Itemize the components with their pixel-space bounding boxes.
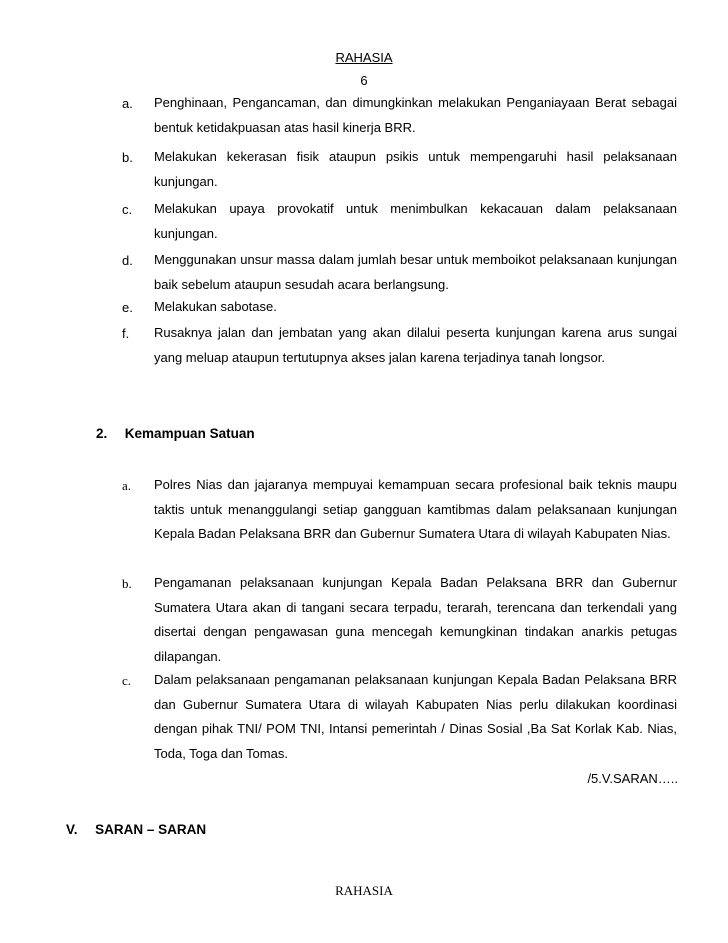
list-item-text: Melakukan upaya provokatif untuk menimbulkan kekacauan dalam pelaksanaan kunjungan. [154, 201, 677, 241]
list-marker: d. [122, 253, 133, 268]
list-marker: e. [122, 300, 133, 315]
list-item-text: Melakukan kekerasan fisik ataupun psikis untuk mempengaruhi hasil pelaksanaan kunjungan. [154, 149, 677, 189]
section-heading [66, 822, 206, 837]
list-item-text: Penghinaan, Pengancaman, dan dimungkinkan melakukan Penganiayaan Berat sebagai bentuk ketidakpuasan atas hasil kinerja BRR. [154, 95, 677, 135]
page-number: 6 [360, 73, 368, 88]
list-item-text: Menggunakan unsur massa dalam jumlah besar untuk memboikot pelaksanaan kunjungan baik sebelum ataupun sesudah acara berlangsung. [154, 252, 677, 292]
classification-header: RAHASIA [335, 50, 393, 65]
list-item-text: Dalam pelaksanaan pengamanan pelaksanaan kunjungan Kepala Badan Pelaksana BRR dan Gubernur Sumatera Utara di wilayah Kabupaten Nias perlu dilakukan koordinasi dengan pihak TNI/ POM TNI, Intansi pemerintah / Dinas Sosial ,Ba Sat Korlak Kab. Nias, Toda, Toga dan Tomas. [154, 672, 677, 761]
section-title: Kemampuan Satuan [124, 426, 255, 441]
continuation-marker: /5.V.SARAN….. [587, 771, 678, 786]
section-number: V. [66, 822, 78, 837]
list-marker: b. [122, 150, 133, 165]
section-number: 2. [96, 426, 108, 441]
list-marker: b. [122, 576, 132, 591]
list-item-text: Melakukan sabotase. [154, 299, 277, 314]
list-marker: f. [122, 326, 130, 341]
list-marker: c. [122, 202, 133, 217]
list-item-text: Polres Nias dan jajaranya mempuyai kemampuan secara profesional baik teknis maupu taktis untuk menanggulangi setiap gangguan kamtibmas dalam pelaksanaan kunjungan Kepala Badan Pelaksana BRR dan Gubernur Sumatera Utara di wilayah Kabupaten Nias. [154, 477, 677, 541]
list-marker: a. [122, 478, 132, 493]
list-marker: a. [122, 96, 133, 111]
section-title: SARAN – SARAN [95, 822, 207, 837]
classification-footer: RAHASIA [335, 883, 393, 898]
list-item-text: Rusaknya jalan dan jembatan yang akan dilalui peserta kunjungan karena arus sungai yang meluap ataupun tertutupnya akses jalan karena terjadinya tanah longsor. [154, 325, 677, 365]
list-item-text: Pengamanan pelaksanaan kunjungan Kepala Badan Pelaksana BRR dan Gubernur Sumatera Utara akan di tangani secara terpadu, terarah, terencana dan terkendali yang disertai dengan pengawasan guna mencegah kemungkinan tindakan anarkis petugas dilapangan. [154, 575, 677, 664]
section-heading [96, 426, 255, 441]
list-marker: c. [122, 673, 132, 688]
